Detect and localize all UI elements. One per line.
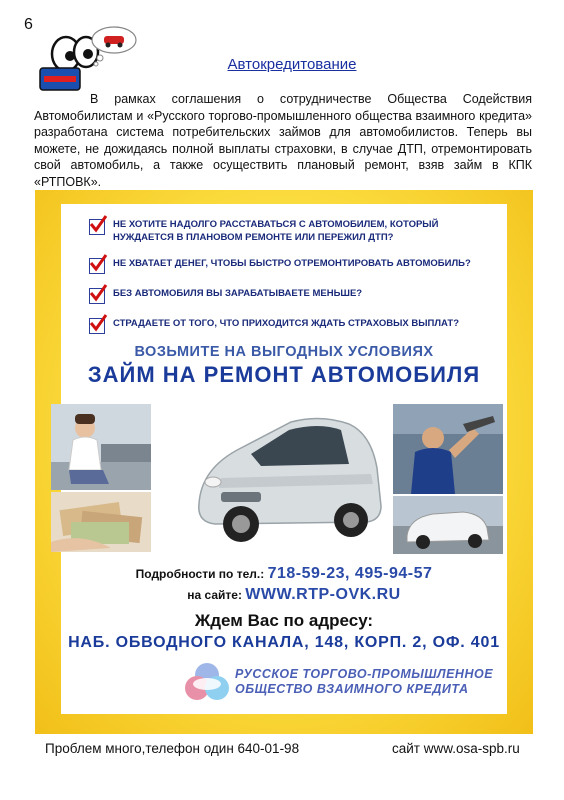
org-logo-icon [185, 662, 229, 702]
page-title: Автокредитование [227, 56, 357, 73]
checkmark-icon [89, 318, 105, 334]
checklist-item [89, 218, 489, 244]
loan-poster [35, 190, 533, 734]
intro-paragraph [34, 91, 532, 190]
checklist-item [89, 317, 489, 334]
car-dealership-photo [393, 496, 503, 554]
money-photo [51, 492, 151, 552]
phones-line [35, 565, 533, 583]
site-line [35, 586, 533, 604]
org-name-line2: ОБЩЕСТВО ВЗАИМНОГО КРЕДИТА [235, 682, 469, 696]
checklist-text: БЕЗ АВТОМОБИЛЯ ВЫ ЗАРАБАТЫВАЕТЕ МЕНЬШЕ? [113, 288, 363, 299]
mechanic-photo [393, 404, 503, 494]
checkmark-icon [89, 258, 105, 274]
site-label: на сайте: [187, 588, 242, 602]
offer-heading: ЗАЙМ НА РЕМОНТ АВТОМОБИЛЯ [87, 362, 481, 387]
checklist-item [89, 257, 489, 274]
woman-on-phone-photo [51, 404, 151, 490]
checkmark-icon [89, 219, 105, 235]
checkmark-icon [89, 288, 105, 304]
footer-site-text: сайт www.osa-spb.ru [392, 741, 520, 756]
site-link[interactable]: WWW.RTP-OVK.RU [245, 586, 401, 603]
checklist [89, 218, 489, 347]
checklist-text: НЕ ХВАТАЕТ ДЕНЕГ, ЧТОБЫ БЫСТРО ОТРЕМОНТИРОВАТЬ АВТОМОБИЛЬ? [113, 258, 471, 269]
offer-subheading: ВОЗЬМИТЕ НА ВЫГОДНЫХ УСЛОВИЯХ [134, 344, 434, 360]
wait-text: Ждем Вас по адресу: [194, 611, 374, 630]
checklist-text: СТРАДАЕТЕ ОТ ТОГО, ЧТО ПРИХОДИТСЯ ЖДАТЬ СТРАХОВЫХ ВЫПЛАТ? [113, 318, 460, 329]
checklist-item [89, 287, 489, 304]
org-name-line1: РУССКОЕ ТОРГОВО-ПРОМЫШЛЕННОЕ [235, 667, 494, 681]
intro-text: В рамках соглашения о сотрудничестве Общества Содействия Автомобилистам и «Русского торгово-промышленного общества взаимного кредита» разработана система потребительских займов для автомобилистов. Теперь вы можете, не дожидаясь полной выплаты страховки, в случае ДТП, отремонтировать свой автомобиль, а также осуществить плановый ремонт, взяв займ в КПК «РТПОВК». [34, 92, 532, 189]
org-name [235, 667, 493, 697]
footer-phone-text: Проблем много,телефон один 640-01-98 [45, 741, 300, 756]
phones-value: 718-59-23, 495-94-57 [267, 565, 433, 582]
address: НАБ. ОБВОДНОГО КАНАЛА, 148, КОРП. 2, ОФ. 401 [68, 634, 500, 651]
phones-label: Подробности по тел.: [135, 567, 265, 581]
silver-car-photo [181, 408, 391, 558]
checklist-text: НЕ ХОТИТЕ НАДОЛГО РАССТАВАТЬСЯ С АВТОМОБИЛЕМ, КОТОРЫЙ НУЖДАЕТСЯ В ПЛАНОВОМ РЕМОНТЕ ИЛИ ПЕРЕЖИЛ ДТП? [113, 219, 439, 243]
page-number: 6 [24, 16, 33, 33]
